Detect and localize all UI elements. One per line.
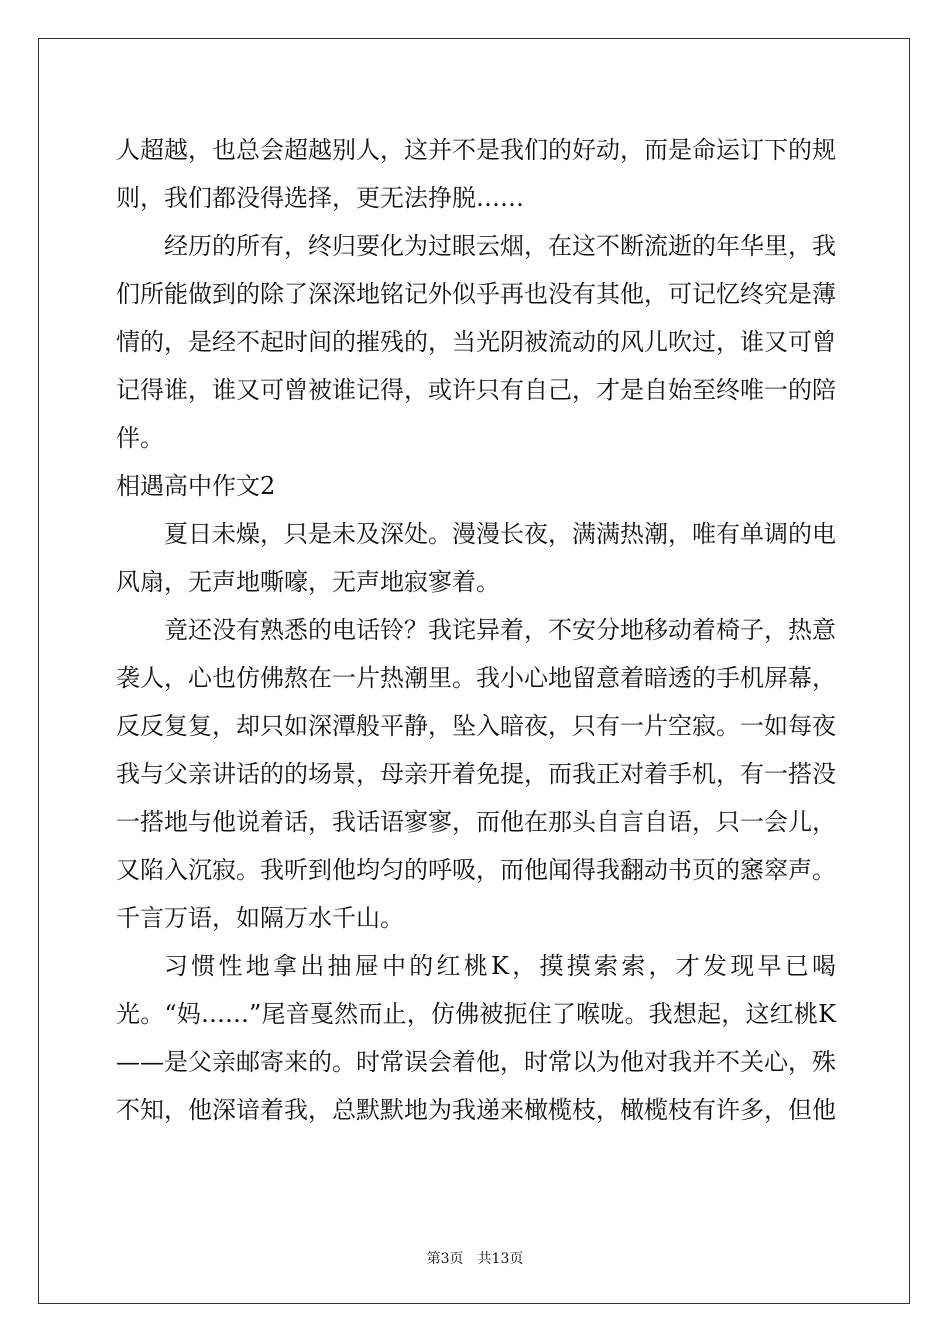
page-footer	[0, 1248, 950, 1268]
paragraph-continuation: 人超越，也总会超越别人，这并不是我们的好动，而是命运订下的规则，我们都没得选择，更无法挣脱……	[116, 136, 836, 212]
section-heading: 相遇高中作文2	[116, 472, 276, 500]
document-body	[116, 126, 836, 1134]
paragraph: 习惯性地拿出抽屉中的红桃K，摸摸索索，才发现早已喝光。“妈……”尾音戛然而止，仿佛被扼住了喉咙。我想起，这红桃K——是父亲邮寄来的。时常误会着他，时常以为他对我并不关心，殊不知，他深谙着我，总默默地为我递来橄榄枝，橄榄枝有许多，但他	[116, 952, 836, 1124]
paragraph: 经历的所有，终归要化为过眼云烟，在这不断流逝的年华里，我们所能做到的除了深深地铭记外似乎再也没有其他，可记忆终究是薄情的，是经不起时间的摧残的，当光阴被流动的风儿吹过，谁又可曾记得谁，谁又可曾被谁记得，或许只有自己，才是自始至终唯一的陪伴。	[116, 232, 836, 452]
paragraph: 竟还没有熟悉的电话铃？我诧异着，不安分地移动着椅子，热意袭人，心也仿佛熬在一片热潮里。我小心地留意着暗透的手机屏幕，反反复复，却只如深潭般平静，坠入暗夜，只有一片空寂。一如每夜我与父亲讲话的的场景，母亲开着免提，而我正对着手机，有一搭没一搭地与他说着话，我话语寥寥，而他在那头自言自语，只一会儿，又陷入沉寂。我听到他均匀的呼吸，而他闻得我翻动书页的窸窣声。千言万语，如隔万水千山。	[116, 616, 836, 932]
page-number: 第3页	[426, 1251, 464, 1267]
paragraph: 夏日未燥，只是未及深处。漫漫长夜，满满热潮，唯有单调的电风扇，无声地嘶嚎，无声地寂寥着。	[116, 520, 836, 596]
page-total: 共13页	[477, 1251, 524, 1267]
